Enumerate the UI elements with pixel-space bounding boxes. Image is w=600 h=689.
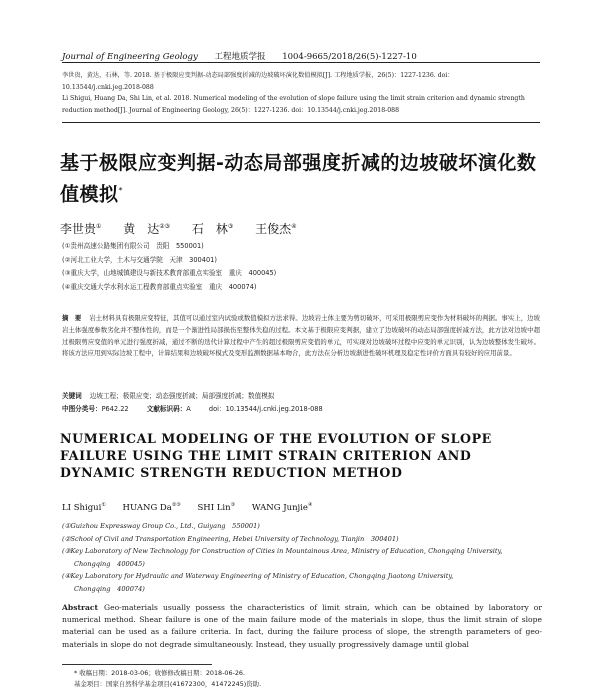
authors-en [62,502,326,513]
classification-cn: 中图分类号：P642.22 文献标识码：A doi：10.13544/j.cnki.jeg.2018-088 [62,405,323,413]
title-cn [60,150,550,208]
citation-cn-line: 李世贵，黄达，石林，等. 2018. 基于极限应变判据-动态局部强度折减的边坡破坏演化数值模拟[J]. 工程地质学报，26(5)：1227-1236. doi： [62,72,454,79]
affiliation-cn: (③重庆大学，山地城镇建设与新技术教育部重点实验室 重庆 400045) [62,269,277,277]
title-cn-text: 基于极限应变判据-动态局部强度折减的边坡破坏演化数值模拟 [60,152,537,206]
abstract-cn-text: 岩土材料具有极限应变特征，其值可以通过室内试验或数值模拟方法求得。边坡岩土体主要为剪切破坏，可采用极限剪应变作为材料破坏的判据。事实上，边坡岩土体强度参数劣化并不整体性的，而是一个渐进性局部损伤至整体失稳的过程。本文基于极限应变判据，建立了边坡破坏的动态局部强度折减方法，此方法对边坡中超过极限剪应变值的单元进行强度折减，通过不断的迭代计算过程中产生的超过极限剪应变值的单元，可实现对边坡破坏过程中应变的单元识别，认为边坡整体发生破坏。将该方法应用到实际边坡工程中，计算结果和边坡破坏模式及变形监测数据基本吻合，此方法在分析边坡渐进性破坏机理及稳定性评价方面具有较好的应用前景。 [62,314,541,358]
title-en: NUMERICAL MODELING OF THE EVOLUTION OF SLOPE FAILURE USING THE LIMIT STRAIN CRITERION AND DYNAMIC STRENGTH REDUCTION METHOD [60,431,492,480]
author-cn: 王俊杰④ [255,222,297,236]
citation-cn-line: 10.13544/j.cnki.jeg.2018-088 [62,83,154,91]
affiliation-en: (③Key Laboratory of New Technology for Construction of Cities in Mountainous Area, Ministry of Education, Chongqing University, [62,547,503,556]
keywords-cn-label: 关键词 [62,392,82,400]
author-en: LI Shigui① [62,502,106,513]
footnote-rule [62,664,212,665]
affiliation-en: (④Key Laboratory for Hydraulic and Waterway Engineering of Ministry of Education, Chongqing Jiaotong University, [62,572,454,581]
affiliation-en: Chongqing 400045) [74,559,145,568]
author-cn: 黄 达②③ [123,222,171,236]
affiliations-cn [62,240,276,294]
doc-code: A [186,405,191,413]
doi-link[interactable]: 10.13544/j.cnki.jeg.2018-088 [225,405,323,413]
affiliations-en [62,520,542,596]
affiliation-cn: (④重庆交通大学水利水运工程教育部重点实验室 重庆 400074) [62,282,257,291]
footnote-received: * 收稿日期：2018-03-06；收修修改稿日期：2018-06-26. [74,669,246,677]
clc-code: P642.22 [101,405,129,413]
author-cn: 石 林③ [191,222,234,236]
keywords-cn-text: 边坡工程；极限应变；动态强度折减；局部强度折减；数值模拟 [89,392,275,400]
citation-rule [62,122,540,123]
abstract-en [62,602,542,651]
citation-en-line: reduction method[J]. Journal of Engineering Geology, 26(5)：1227-1236. doi：10.13544/j.cnki.jeg.2018-088 [62,106,400,114]
journal-code: 1004-9665/2018/26(5)-1227-10 [282,52,417,62]
abstract-cn-label: 摘 要 [62,314,82,322]
authors-cn [60,220,314,237]
abstract-en-label: Abstract [62,603,99,612]
footnote-fund: 基金项目：国家自然科学基金项目(41672300，41472245)资助. [74,680,262,688]
abstract-en-text: Geo-materials usually possess the characteristics of limit strain, which can be obtained by laboratory or numerical method. Shear failure is one of the main failure mode of the materials in slope, thus the limit strain of slope material can be used as a failure criteria. In fact, during the failure process of slope, the strength parameters of geo-materials in slope do not degrade simultaneously. Instead, they usually progressively damage until global [62,603,542,649]
author-en: HUANG Da②③ [122,502,181,513]
affiliation-en: (①Guizhou Expressway Group Co., Ltd., Guiyang 550001) [62,522,260,530]
title-footnote-mark: * [118,186,124,195]
journal-name-en: Journal of Engineering Geology [62,52,198,62]
affiliation-en: (②School of Civil and Transportation Engineering, Hebei University of Technology, Tianjin 300401) [62,534,399,543]
running-header [62,50,540,62]
citation-en-line: Li Shigui, Huang Da, Shi Lin, et al. 2018. Numerical modeling of the evolution of slope failure using the limit strain criterion and dynamic strength [62,95,525,102]
affiliation-en: Chongqing 400074) [74,584,145,593]
author-en: WANG Junjie④ [251,502,313,513]
keywords-cn [62,390,274,400]
journal-name-cn: 工程地质学报 [214,52,266,62]
abstract-cn [62,313,540,360]
author-cn: 李世贵① [60,222,102,236]
affiliation-cn: (①贵州高速公路集团有限公司 贵阳 550001) [62,242,204,250]
affiliation-cn: (②河北工业大学，土木与交通学院 天津 300401) [62,255,217,264]
citation-block [62,70,540,116]
author-en: SHI Lin③ [197,502,236,513]
header-rule [62,62,540,63]
